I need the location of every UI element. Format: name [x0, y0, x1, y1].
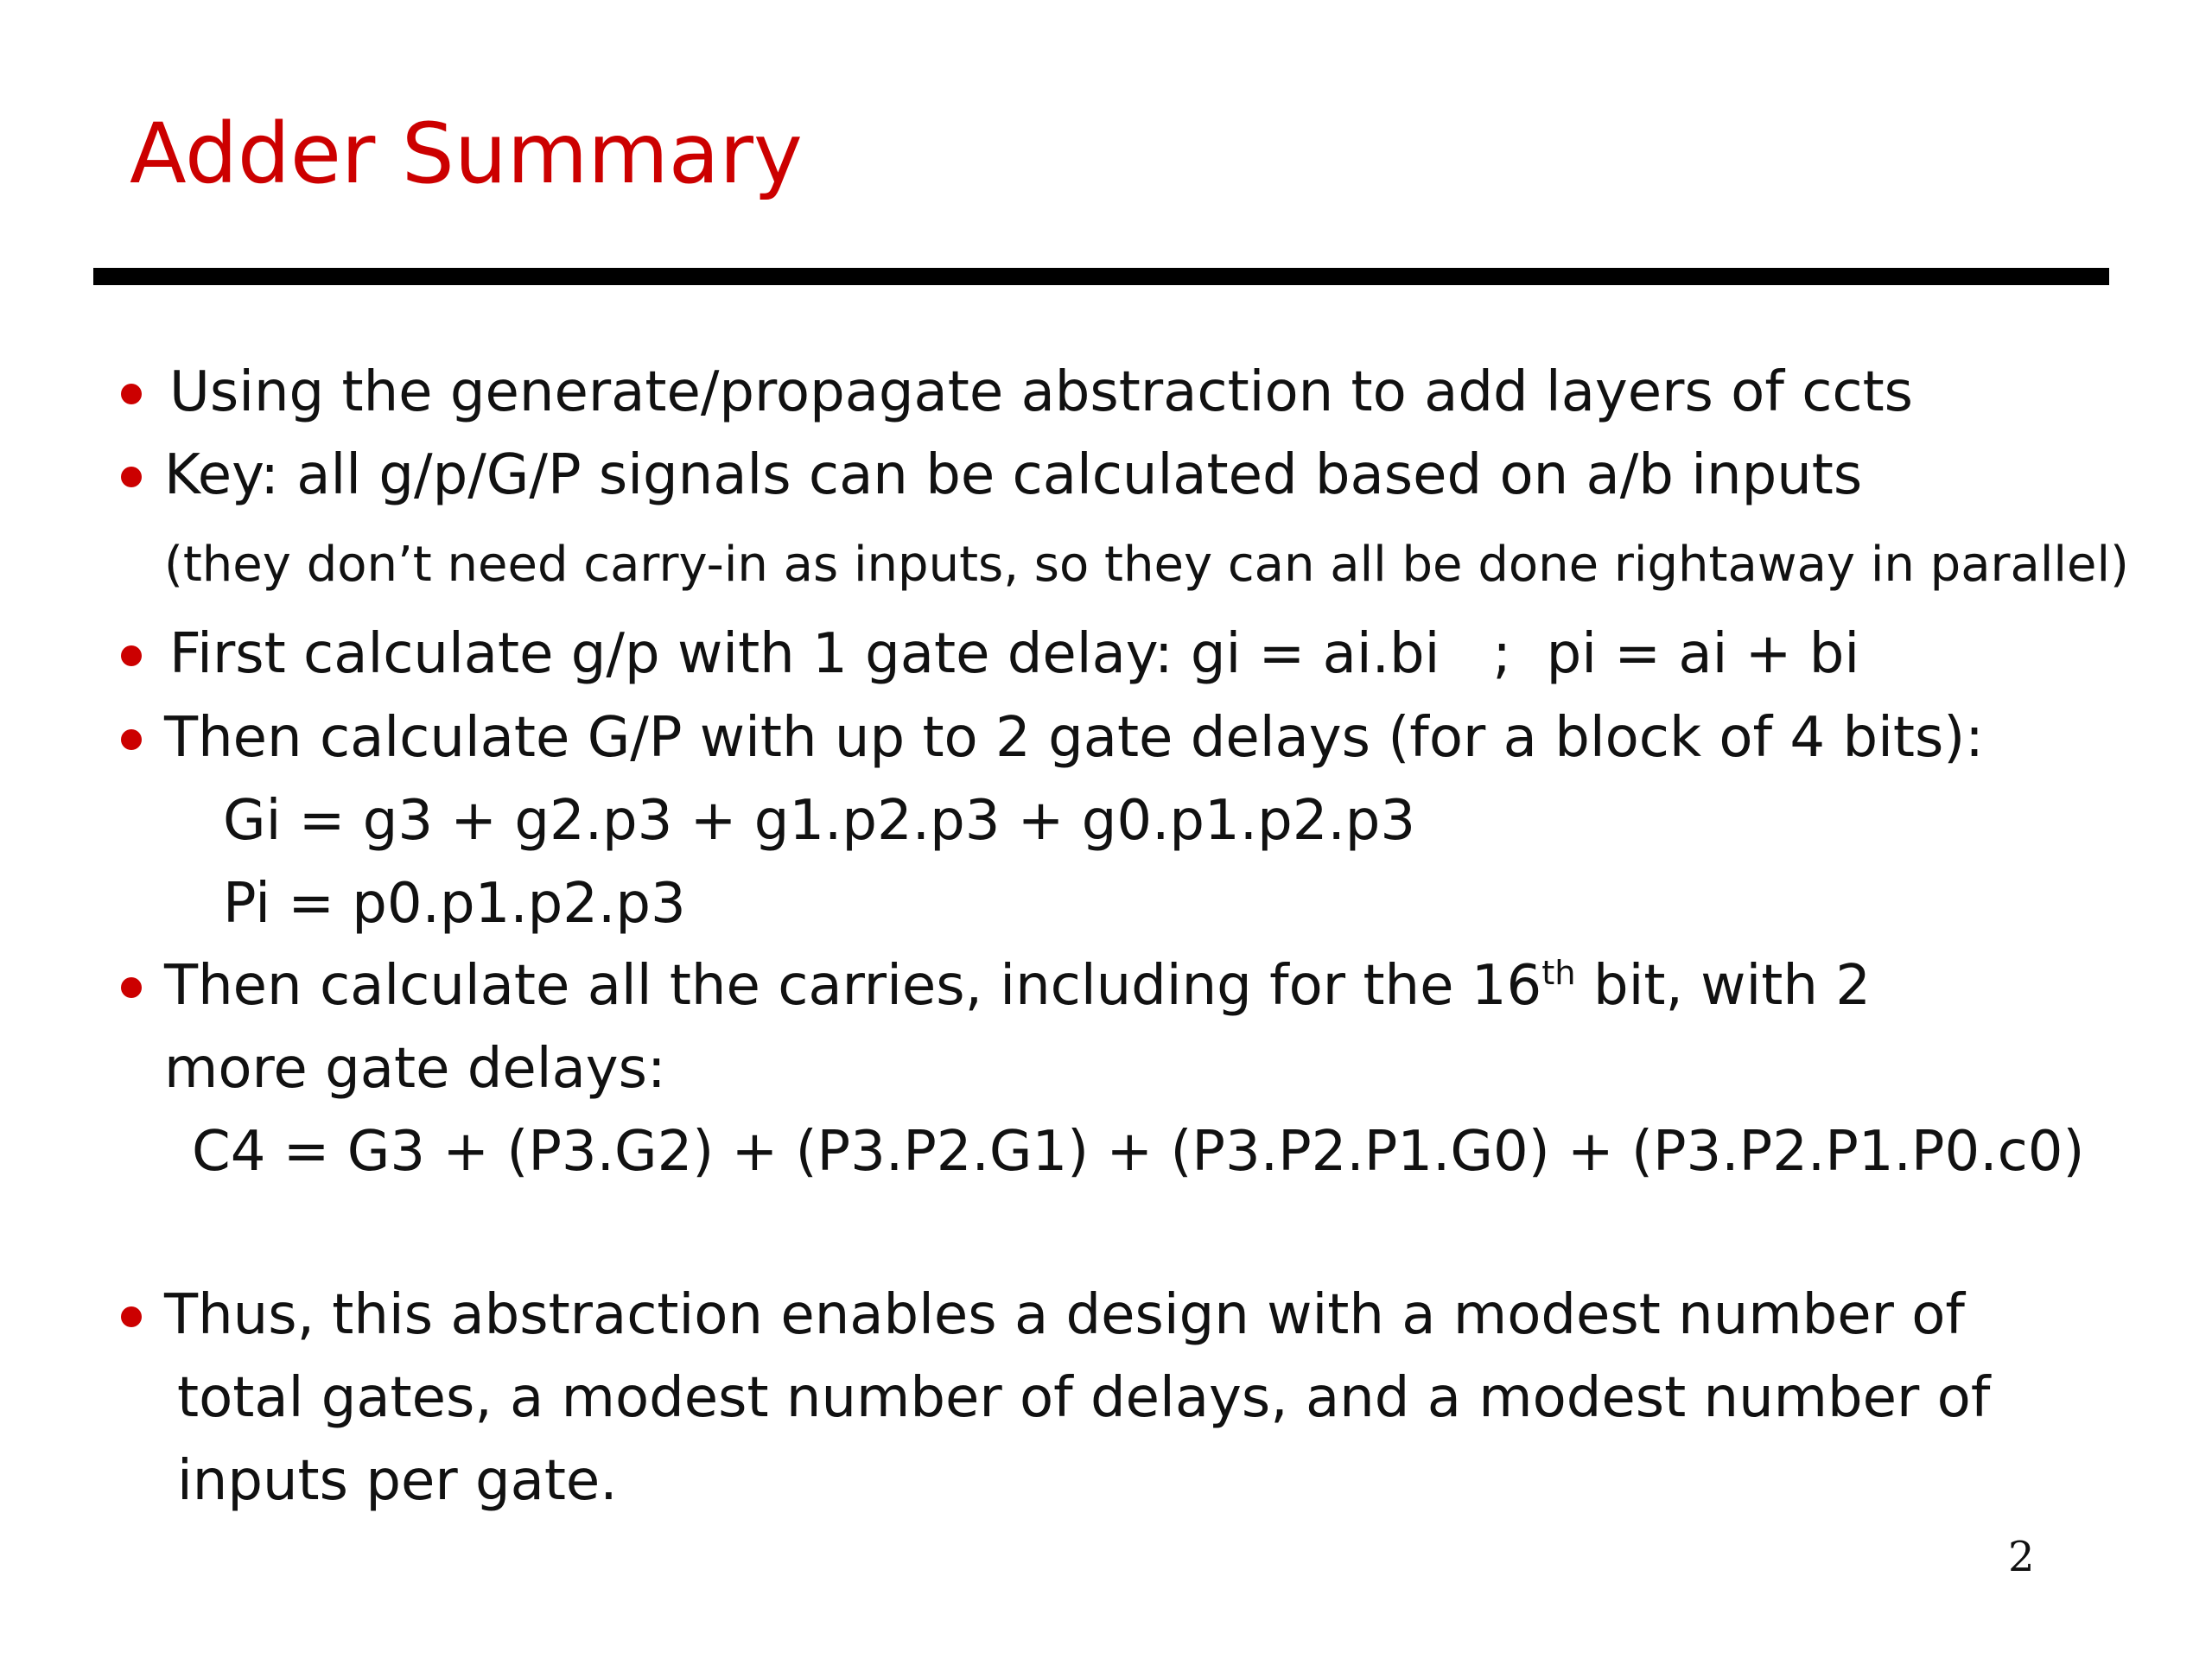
bullet-dot [121, 645, 142, 666]
bullet-5-text-start: Then calculate all the carries, including for the 16 [164, 954, 1542, 1018]
bullet-5-text [164, 953, 1872, 1018]
bullet-5-text-end: bit, with 2 [1575, 954, 1872, 1018]
carry-equation: C4 = G3 + (P3.G2) + (P3.P2.G1) + (P3.P2.P1.G0) + (P3.P2.P1.P0.c0) [192, 1120, 2085, 1184]
bullet-dot [121, 467, 142, 487]
bullet-6-line-3: inputs per gate. [177, 1449, 618, 1513]
bullet-dot [121, 384, 142, 404]
propagate-equation: Pi = p0.p1.p2.p3 [223, 872, 686, 936]
bullet-2-text: Key: all g/p/G/P signals can be calculated based on a/b inputs [164, 443, 1863, 507]
bullet-6-text: Thus, this abstraction enables a design with a modest number of [164, 1283, 1965, 1347]
bullet-dot [121, 1306, 142, 1327]
bullet-dot [121, 977, 142, 998]
bullet-1-text: Using the generate/propagate abstraction to add layers of ccts [169, 360, 1913, 424]
bullet-4-text: Then calculate G/P with up to 2 gate delays (for a block of 4 bits): [164, 706, 1984, 770]
slide-title: Adder Summary [130, 105, 803, 202]
bullet-3-text: First calculate g/p with 1 gate delay: gi = ai.bi ; pi = ai + bi [169, 622, 1860, 686]
ordinal-superscript: th [1541, 953, 1576, 993]
generate-equation: Gi = g3 + g2.p3 + g1.p2.p3 + g0.p1.p2.p3 [223, 789, 1416, 853]
page-number: 2 [2008, 1533, 2035, 1581]
title-divider [93, 268, 2109, 285]
bullet-5-continuation: more gate delays: [164, 1037, 666, 1101]
bullet-2-note: (they don’t need carry-in as inputs, so they can all be done rightaway in parallel) [164, 537, 2129, 593]
bullet-dot [121, 729, 142, 750]
bullet-6-line-2: total gates, a modest number of delays, and a modest number of [177, 1366, 1991, 1430]
